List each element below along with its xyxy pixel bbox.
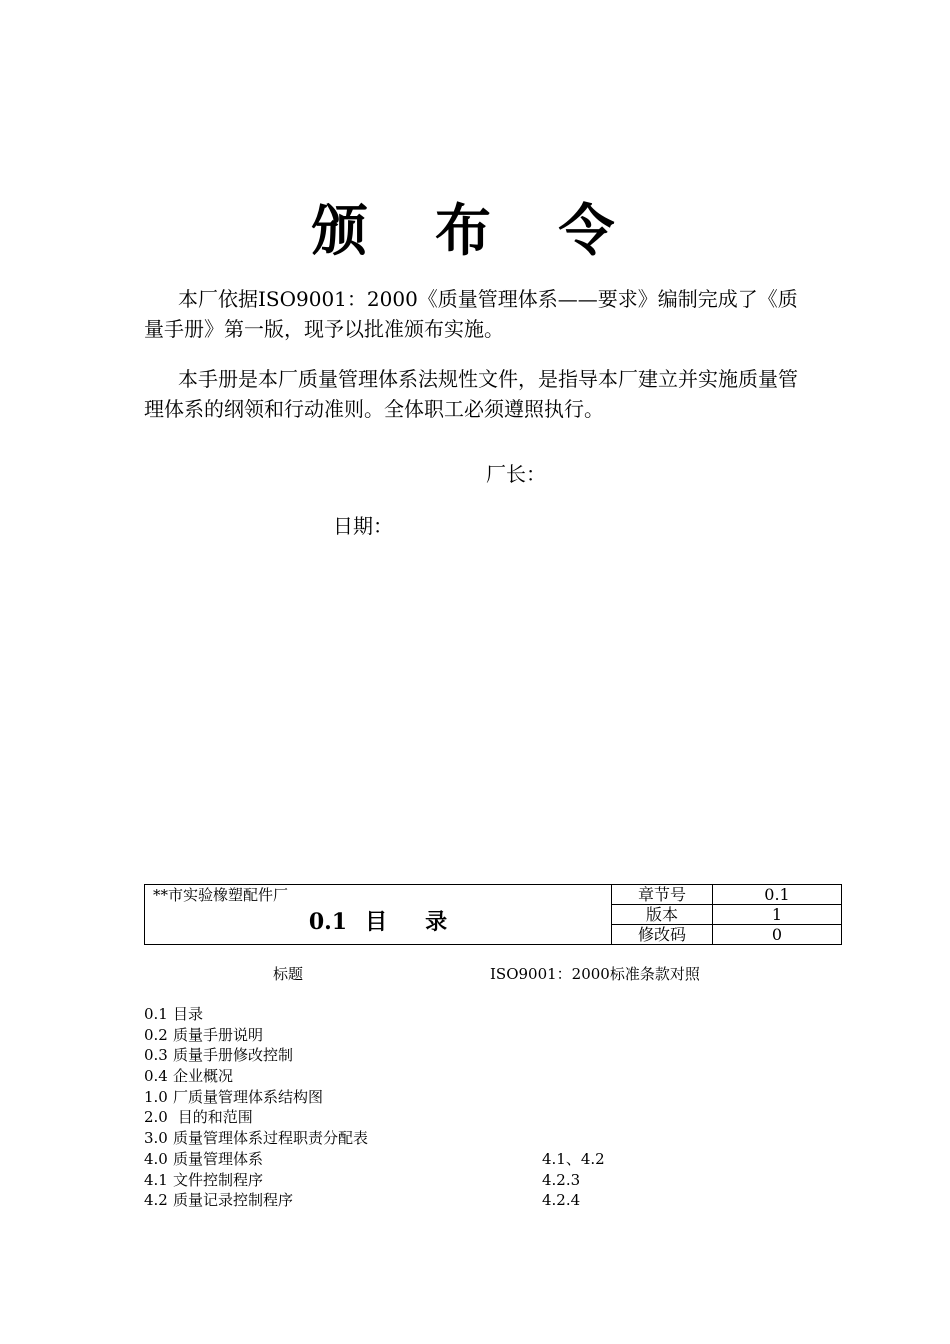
toc-item-number: 1.0 — [144, 1087, 168, 1106]
toc-item-number: 0.3 — [144, 1046, 168, 1065]
toc-item-title: 目录 — [173, 1005, 204, 1023]
decree-paragraph-2: 本手册是本厂质量管理体系法规性文件，是指导本厂建立并实施质量管理体系的纲领和行动准则。全体职工必须遵照执行。 — [144, 367, 798, 421]
toc-column-iso: ISO9001：2000标准条款对照 — [490, 965, 700, 983]
toc-item-title: 质量管理体系过程职责分配表 — [173, 1129, 369, 1148]
chapter-number-value: 0.1 — [713, 885, 842, 905]
section-title-char-2: 录 — [425, 909, 448, 935]
revision-code-value: 0 — [713, 925, 842, 945]
header-title-cell — [145, 885, 612, 945]
toc-item — [144, 1025, 844, 1046]
toc-item-number: 0.4 — [144, 1067, 168, 1086]
toc-item-title: 目的和范围 — [173, 1108, 253, 1127]
toc-item-number: 0.2 — [144, 1025, 168, 1044]
date-label: 日期： — [333, 514, 393, 538]
section-title-char-1: 目 — [365, 909, 388, 935]
toc-item — [144, 1087, 844, 1108]
toc-item — [144, 1149, 844, 1170]
version-value: 1 — [713, 905, 842, 925]
toc-item-title: 质量手册修改控制 — [173, 1046, 294, 1065]
toc-item-number: 3.0 — [144, 1129, 168, 1148]
toc-item — [144, 1066, 844, 1087]
decree-title: 颁 布 令 — [311, 198, 639, 264]
toc-item-title: 质量管理体系 — [173, 1149, 264, 1168]
toc-item — [144, 1190, 844, 1211]
toc-item — [144, 1004, 844, 1025]
toc-item-clause: 4.1、4.2 — [542, 1149, 605, 1168]
toc-item-number: 2.0 — [144, 1108, 168, 1127]
toc-item-title: 文件控制程序 — [173, 1170, 264, 1189]
toc-item-clause: 4.2.3 — [542, 1170, 581, 1189]
document-header-table — [144, 884, 842, 945]
toc-item-clause: 4.2.4 — [542, 1191, 581, 1210]
decree-paragraph-1: 本厂依据ISO9001：2000《质量管理体系——要求》编制完成了《质量手册》第一版，现予以批准颁布实施。 — [144, 287, 798, 341]
chapter-number-label: 章节号 — [612, 885, 713, 905]
version-label: 版本 — [612, 905, 713, 925]
toc-item-title: 企业概况 — [173, 1067, 234, 1086]
section-heading — [145, 907, 611, 937]
toc-item-number: 4.0 — [144, 1149, 168, 1168]
toc-item-number: 0.1 — [144, 1005, 168, 1023]
toc-item — [144, 1045, 844, 1066]
toc-item-number: 4.2 — [144, 1191, 168, 1210]
section-number: 0.1 — [308, 909, 348, 935]
toc-item — [144, 1170, 844, 1191]
toc-item-title: 厂质量管理体系结构图 — [173, 1087, 324, 1106]
toc-item — [144, 1128, 844, 1149]
revision-code-label: 修改码 — [612, 925, 713, 945]
toc-item-title: 质量记录控制程序 — [173, 1191, 294, 1210]
toc-item-title: 质量手册说明 — [173, 1025, 264, 1044]
toc-column-title: 标题 — [273, 965, 304, 983]
toc-item — [144, 1107, 844, 1128]
company-name: **市实验橡塑配件厂 — [153, 886, 289, 904]
toc-item-number: 4.1 — [144, 1170, 168, 1189]
toc-list — [144, 1004, 844, 1211]
director-signature-label: 厂长： — [486, 462, 546, 486]
